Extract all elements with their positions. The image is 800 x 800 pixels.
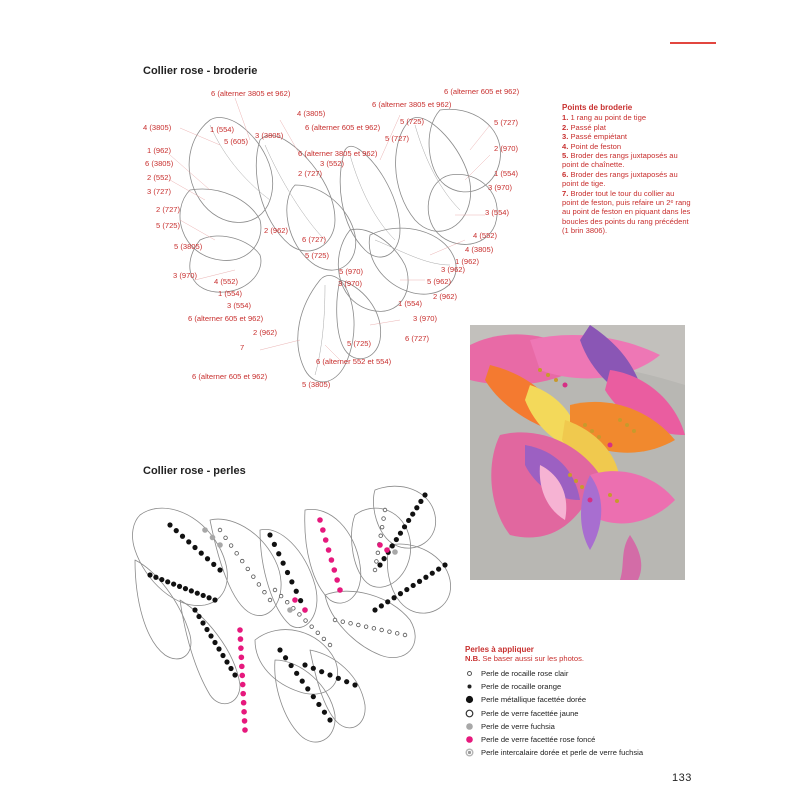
stitch-legend-heading: Points de broderie	[562, 103, 633, 112]
bead-rocaille-rose	[257, 583, 261, 587]
stitch-label: 2 (962)	[253, 328, 278, 337]
bead-gold-metal	[220, 653, 225, 658]
bead-gold-metal	[177, 584, 182, 589]
legend-item: Perle de rocaille rose clair	[465, 667, 695, 680]
bead-glass-dark-pink	[237, 627, 243, 633]
bead-gold-metal	[192, 607, 197, 612]
bead-rocaille-rose	[349, 622, 353, 626]
stitch-label: 1 (554)	[494, 169, 519, 178]
bead-rocaille-rose	[333, 618, 337, 622]
bead-rocaille-rose	[328, 643, 332, 647]
leader-line	[430, 240, 465, 255]
bead-glass-dark-pink	[239, 673, 245, 679]
bead-gold-metal	[311, 666, 316, 671]
legend-item: Perle de verre facettée rose foncé	[465, 733, 695, 746]
bead-gold-metal	[322, 710, 327, 715]
bead-gold-metal	[381, 556, 386, 561]
bead-rocaille-rose	[240, 559, 244, 563]
stitch-label: 6 (alterner 605 et 962)	[188, 314, 264, 323]
stitch-label: 5 (605)	[224, 137, 249, 146]
bead-gold-metal	[267, 532, 272, 537]
stitch-label: 6 (alterner 605 et 962)	[305, 123, 381, 132]
bead-gold-metal	[212, 597, 217, 602]
leader-line	[235, 98, 250, 140]
bead-gold-metal	[281, 561, 286, 566]
leaf-outline	[275, 660, 335, 742]
stitch-label: 5 (725)	[156, 221, 181, 230]
bead-gold-metal	[189, 588, 194, 593]
bead-gold-metal	[391, 595, 396, 600]
bead-glass-dark-pink	[240, 691, 246, 697]
bead-glass-dark-pink	[239, 664, 245, 670]
legend-item: Perle de verre fuchsia	[465, 720, 695, 733]
bead-gold-metal	[224, 659, 229, 664]
bead-glass-dark-pink	[326, 547, 332, 553]
bead-gold-metal	[390, 543, 395, 548]
bead-gold-metal	[411, 583, 416, 588]
stitch-label: 5 (725)	[347, 339, 372, 348]
stitch-label: 5 (725)	[400, 117, 425, 126]
stitch-label: 2 (962)	[264, 226, 289, 235]
bead-gold-metal	[183, 586, 188, 591]
stitch-label: 3 (970)	[338, 279, 363, 288]
vein-line	[350, 155, 395, 240]
bead-gold-metal	[208, 633, 213, 638]
bead-rocaille-rose	[382, 517, 386, 521]
bead-gold-metal	[406, 518, 411, 523]
stitch-label: 3 (554)	[227, 301, 252, 310]
top-accent-rule	[670, 42, 716, 44]
bead-gold-metal	[171, 581, 176, 586]
stitch-item: 1. 1 rang au point de tige	[562, 113, 647, 123]
bead-gold-metal	[205, 556, 210, 561]
stitch-label: 6 (alterner 605 et 962)	[444, 87, 520, 96]
bead-gold-metal	[319, 669, 324, 674]
perles-title: Collier rose - perles	[143, 465, 246, 477]
bead-glass-dark-pink	[238, 636, 244, 642]
stitch-label: 3 (970)	[488, 183, 513, 192]
bead-gold-metal	[159, 577, 164, 582]
bead-gold-metal	[423, 575, 428, 580]
bead-gold-metal	[300, 679, 305, 684]
grey-dot-icon	[465, 722, 474, 731]
bead-gold-metal	[305, 686, 310, 691]
bead-gold-metal	[201, 593, 206, 598]
bead-rocaille-rose	[380, 628, 384, 632]
stitch-label: 1 (962)	[147, 146, 172, 155]
bead-gold-metal	[147, 572, 152, 577]
legend-item: Perle intercalaire dorée et perle de verre fuchsia	[465, 746, 695, 759]
stitch-label: 3 (3805)	[255, 131, 284, 140]
stitch-label: 3 (554)	[485, 208, 510, 217]
stitch-label: 5 (3805)	[302, 380, 331, 389]
bead-gold-metal	[385, 599, 390, 604]
stitch-label: 5 (3805)	[174, 242, 203, 251]
bead-glass-dark-pink	[242, 727, 248, 733]
bead-glass-dark-pink	[238, 645, 244, 651]
legend-item: Perle de rocaille orange	[465, 680, 695, 693]
bead-rocaille-rose	[373, 568, 377, 572]
bead-rocaille-rose	[263, 590, 267, 594]
leaf-outline	[133, 508, 228, 605]
bead-glass-dark-pink	[320, 527, 326, 533]
bead-rocaille-rose	[279, 594, 283, 598]
bead-glass-fuchsia	[217, 542, 223, 548]
bead-gold-metal	[232, 672, 237, 677]
bead-rocaille-rose	[322, 637, 326, 641]
bead-gold-metal	[316, 702, 321, 707]
stitch-label: 4 (3805)	[297, 109, 326, 118]
leader-line	[170, 180, 205, 200]
bead-gold-metal	[204, 627, 209, 632]
stitch-legend	[562, 103, 692, 236]
stitch-label: 4 (3805)	[143, 123, 172, 132]
bead-gold-metal	[344, 679, 349, 684]
stitch-label: 1 (554)	[210, 125, 235, 134]
bead-glass-dark-pink	[384, 547, 390, 553]
bead-rocaille-rose	[380, 525, 384, 529]
stitch-label: 1 (554)	[398, 299, 423, 308]
necklace-photo	[470, 325, 685, 580]
bead-gold-metal	[212, 640, 217, 645]
bead-glass-dark-pink	[329, 557, 335, 563]
bead-rocaille-rose	[375, 560, 379, 564]
bead-glass-fuchsia	[210, 535, 216, 541]
bead-gold-metal	[276, 551, 281, 556]
bead-rocaille-rose	[388, 630, 392, 634]
stitch-item: 3. Passé empiétant	[562, 132, 628, 142]
large-ring-icon	[465, 709, 474, 718]
bead-glass-dark-pink	[292, 597, 298, 603]
bead-gold-metal	[180, 534, 185, 539]
bead-rocaille-rose	[229, 544, 233, 548]
stitch-label: 7	[240, 343, 245, 352]
bead-gold-metal	[200, 620, 205, 625]
bead-gold-metal	[327, 672, 332, 677]
bead-glass-dark-pink	[239, 654, 245, 660]
stitch-label: 5 (725)	[305, 251, 330, 260]
bead-gold-metal	[206, 595, 211, 600]
leaf-outline	[387, 544, 450, 613]
stitch-label: 4 (552)	[214, 277, 239, 286]
stitch-label: 6 (727)	[302, 235, 327, 244]
legend-item: Perle métallique facettée dorée	[465, 693, 695, 706]
bead-gold-metal	[174, 528, 179, 533]
stitch-item: 7. Broder tout le tour du collier au point de feston, puis refaire un 2ᵉ rang au point de feston en piquant dans les boucles des points du rang précédent (1 brin 3806).	[562, 188, 691, 236]
bead-gold-metal	[377, 562, 382, 567]
bead-rocaille-rose	[364, 625, 368, 629]
stitch-label: 6 (3805)	[145, 159, 174, 168]
bead-gold-metal	[192, 545, 197, 550]
stitch-label: 5 (727)	[385, 134, 410, 143]
stitch-label: 2 (727)	[298, 169, 323, 178]
bead-rocaille-rose	[224, 536, 228, 540]
bead-gold-metal	[196, 614, 201, 619]
bead-gold-metal	[289, 663, 294, 668]
stitch-label: 6 (alterner 3805 et 962)	[298, 149, 378, 158]
stitch-label: 4 (552)	[473, 231, 498, 240]
bead-rocaille-rose	[252, 575, 256, 579]
bead-glass-dark-pink	[302, 607, 308, 613]
stitch-item: 4. Point de feston	[562, 141, 622, 151]
stitch-label: 6 (alterner 552 et 554)	[316, 357, 392, 366]
bead-rocaille-rose	[310, 625, 314, 629]
bead-gold-metal	[167, 522, 172, 527]
bead-rocaille-rose	[383, 508, 387, 512]
bead-gold-metal	[195, 591, 200, 596]
bead-gold-metal	[410, 511, 415, 516]
bead-gold-metal	[298, 598, 303, 603]
bead-rocaille-rose	[376, 551, 380, 555]
bead-rocaille-rose	[357, 623, 361, 627]
bead-gold-metal	[372, 607, 377, 612]
bead-gold-metal	[165, 579, 170, 584]
bead-gold-metal	[402, 524, 407, 529]
bead-gold-metal	[153, 575, 158, 580]
bead-gold-metal	[398, 591, 403, 596]
leaf-outline	[325, 591, 415, 657]
bead-rocaille-rose	[304, 619, 308, 623]
leader-line	[260, 340, 300, 350]
bead-gold-metal	[283, 655, 288, 660]
bead-glass-dark-pink	[337, 587, 343, 593]
bead-rocaille-rose	[285, 600, 289, 604]
bead-glass-fuchsia	[287, 607, 293, 613]
bead-gold-metal	[285, 570, 290, 575]
stitch-label: 6 (alterner 3805 et 962)	[372, 100, 452, 109]
bead-gold-metal	[398, 531, 403, 536]
stitch-label: 3 (552)	[320, 159, 345, 168]
leader-line	[470, 125, 490, 150]
small-dot-icon	[465, 682, 474, 691]
stitch-label: 1 (554)	[218, 289, 243, 298]
leaf-outline	[135, 560, 191, 659]
vein-line	[375, 240, 450, 265]
bead-gold-metal	[422, 492, 427, 497]
bead-gold-metal	[436, 566, 441, 571]
stitch-label: 3 (970)	[413, 314, 438, 323]
large-dot-icon	[465, 695, 474, 704]
bead-glass-dark-pink	[334, 577, 340, 583]
bead-glass-fuchsia	[202, 527, 208, 533]
stitch-label: 2 (962)	[433, 292, 458, 301]
bead-gold-metal	[442, 562, 447, 567]
pink-dot-icon	[465, 735, 474, 744]
bead-gold-metal	[336, 676, 341, 681]
bead-glass-dark-pink	[241, 709, 247, 715]
bead-glass-dark-pink	[242, 718, 248, 724]
stitch-item: 6. Broder des rangs juxtaposés au point de tige.	[562, 169, 678, 189]
bead-glass-dark-pink	[331, 567, 337, 573]
bead-gold-metal	[289, 579, 294, 584]
leaf-outline	[310, 650, 365, 728]
stitch-label: 3 (727)	[147, 187, 172, 196]
leaf-outline	[340, 146, 400, 257]
bead-gold-metal	[414, 505, 419, 510]
stitch-label: 5 (727)	[494, 118, 519, 127]
bead-glass-dark-pink	[240, 682, 246, 688]
bead-gold-metal	[228, 666, 233, 671]
stitch-label: 3 (962)	[441, 265, 466, 274]
bead-gold-metal	[217, 567, 222, 572]
bead-gold-metal	[394, 537, 399, 542]
bead-gold-metal	[327, 717, 332, 722]
page-number: 133	[672, 772, 692, 784]
target-icon	[465, 748, 474, 757]
stitch-label: 2 (970)	[494, 144, 519, 153]
bead-gold-metal	[277, 647, 282, 652]
stitch-label: 3 (970)	[173, 271, 198, 280]
stitch-label: 5 (962)	[427, 277, 452, 286]
bead-legend	[465, 645, 695, 759]
bead-rocaille-rose	[403, 633, 407, 637]
perles-diagram	[125, 470, 475, 755]
stitch-label: 4 (3805)	[465, 245, 494, 254]
bead-rocaille-rose	[379, 534, 383, 538]
bead-legend-note: N.B. Se baser aussi sur les photos.	[465, 654, 585, 663]
small-ring-icon	[465, 669, 474, 678]
bead-rocaille-rose	[273, 588, 277, 592]
bead-legend-heading: Perles à appliquer	[465, 645, 534, 654]
bead-gold-metal	[404, 587, 409, 592]
bead-rocaille-rose	[341, 620, 345, 624]
bead-gold-metal	[311, 694, 316, 699]
broderie-title: Collier rose - broderie	[143, 65, 258, 77]
stitch-label: 1 (962)	[455, 257, 480, 266]
bead-gold-metal	[302, 662, 307, 667]
bead-gold-metal	[199, 551, 204, 556]
vein-line	[415, 125, 460, 210]
stitch-label: 6 (alterner 3805 et 962)	[211, 89, 291, 98]
bead-rocaille-rose	[246, 567, 250, 571]
bead-rocaille-rose	[235, 552, 239, 556]
bead-glass-dark-pink	[377, 542, 383, 548]
stitch-label: 2 (727)	[156, 205, 181, 214]
leader-line	[370, 320, 400, 325]
bead-gold-metal	[216, 646, 221, 651]
bead-glass-dark-pink	[323, 537, 329, 543]
stitch-label: 6 (alterner 605 et 962)	[192, 372, 268, 381]
leader-line	[465, 155, 490, 180]
bead-gold-metal	[186, 539, 191, 544]
stitch-label: 2 (552)	[147, 173, 172, 182]
bead-gold-metal	[417, 579, 422, 584]
stitch-item: 2. Passé plat	[562, 122, 606, 132]
bead-rocaille-rose	[298, 613, 302, 617]
bead-glass-dark-pink	[317, 517, 323, 523]
stitch-label: 6 (727)	[405, 334, 430, 343]
stitch-label: 5 (970)	[339, 267, 364, 276]
bead-rocaille-rose	[372, 627, 376, 631]
legend-item: Perle de verre facettée jaune	[465, 707, 695, 720]
bead-gold-metal	[352, 682, 357, 687]
bead-gold-metal	[294, 589, 299, 594]
bead-glass-dark-pink	[241, 700, 247, 706]
bead-gold-metal	[211, 562, 216, 567]
bead-gold-metal	[379, 603, 384, 608]
bead-gold-metal	[430, 571, 435, 576]
bead-glass-fuchsia	[392, 549, 398, 555]
bead-rocaille-rose	[218, 528, 222, 532]
leader-line	[170, 155, 210, 190]
bead-gold-metal	[418, 499, 423, 504]
stitch-item: 5. Broder des rangs juxtaposés au point de chaînette.	[562, 151, 678, 170]
bead-gold-metal	[272, 542, 277, 547]
bead-rocaille-rose	[395, 632, 399, 636]
bead-rocaille-rose	[268, 598, 272, 602]
bead-rocaille-rose	[316, 631, 320, 635]
bead-gold-metal	[294, 671, 299, 676]
